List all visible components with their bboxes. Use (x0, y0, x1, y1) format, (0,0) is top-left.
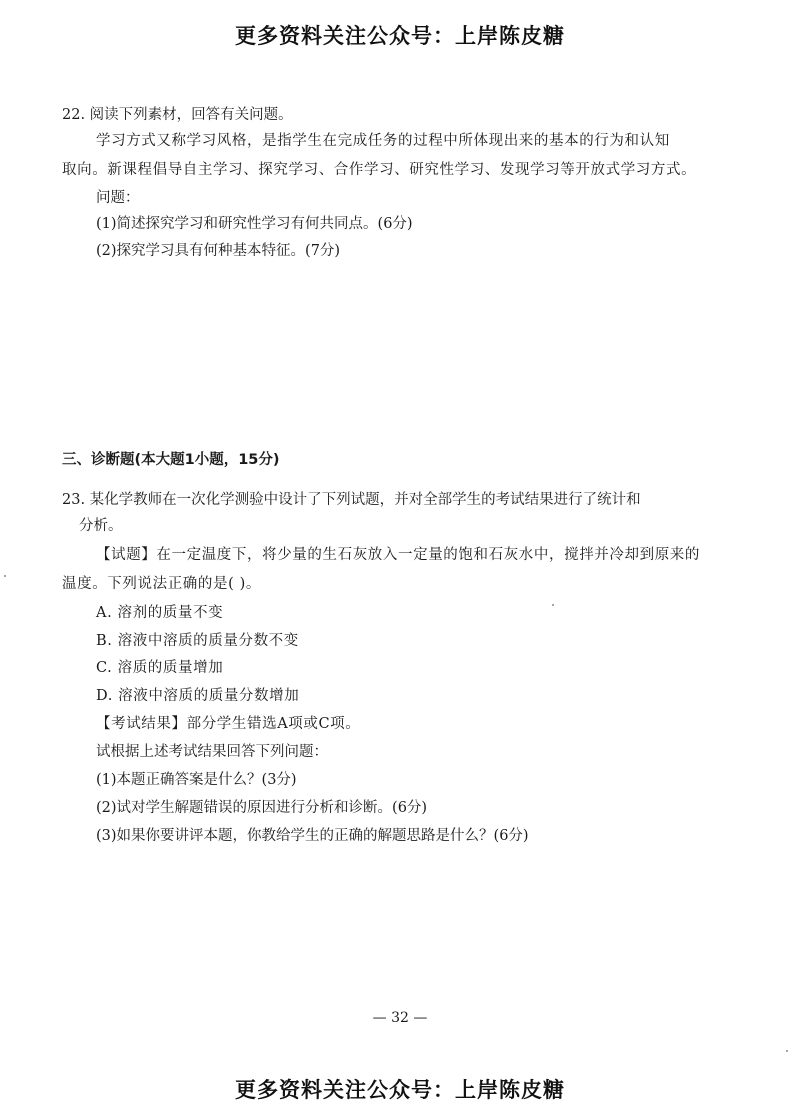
watermark-top: 更多资料关注公众号：上岸陈皮糖 (235, 24, 565, 48)
q23-prompt: 试根据上述考试结果回答下列问题： (96, 744, 328, 760)
q23-title-line1: 23. 某化学教师在一次化学测验中设计了下列试题，并对全部学生的考试结果进行了统计和 (62, 492, 641, 508)
q23-sub2: (2)试对学生解题错误的原因进行分析和诊断。(6分) (96, 800, 428, 816)
scan-speck (4, 575, 6, 577)
q23-title-line2: 分析。 (79, 518, 123, 534)
q22-sub1: (1)简述探究学习和研究性学习有何共同点。(6分) (96, 216, 413, 232)
page-number: — 32 — (372, 1010, 428, 1026)
q22-sub2: (2)探究学习具有何种基本特征。(7分) (96, 243, 341, 259)
q22-material-line1: 学习方式又称学习风格，是指学生在完成任务的过程中所体现出来的基本的行为和认知 (96, 133, 670, 149)
q23-sub3: (3)如果你要讲评本题，你教给学生的正确的解题思路是什么？(6分) (96, 828, 529, 844)
q22-material-line2: 取向。新课程倡导自主学习、探究学习、合作学习、研究性学习、发现学习等开放式学习方式。 (62, 162, 697, 178)
scan-speck (552, 604, 554, 606)
section-3-title: 三、诊断题(本大题1小题，15分) (62, 452, 280, 468)
q23-result: 【考试结果】部分学生错选A项或C项。 (96, 716, 361, 732)
q22-title: 22. 阅读下列素材，回答有关问题。 (62, 107, 293, 123)
q23-option-b: B. 溶液中溶质的质量分数不变 (96, 633, 299, 649)
q23-test-line2: 温度。下列说法正确的是( )。 (62, 576, 261, 592)
q23-option-a: A. 溶剂的质量不变 (96, 605, 224, 621)
q23-test-line1: 【试题】在一定温度下，将少量的生石灰放入一定量的饱和石灰水中，搅拌并冷却到原来的 (96, 547, 700, 563)
q23-option-d: D. 溶液中溶质的质量分数增加 (96, 688, 300, 704)
q23-option-c: C. 溶质的质量增加 (96, 660, 224, 676)
q23-sub1: (1)本题正确答案是什么？(3分) (96, 772, 297, 788)
scan-speck (786, 1050, 788, 1052)
watermark-bottom: 更多资料关注公众号：上岸陈皮糖 (235, 1078, 565, 1102)
q22-question-label: 问题： (96, 190, 140, 206)
